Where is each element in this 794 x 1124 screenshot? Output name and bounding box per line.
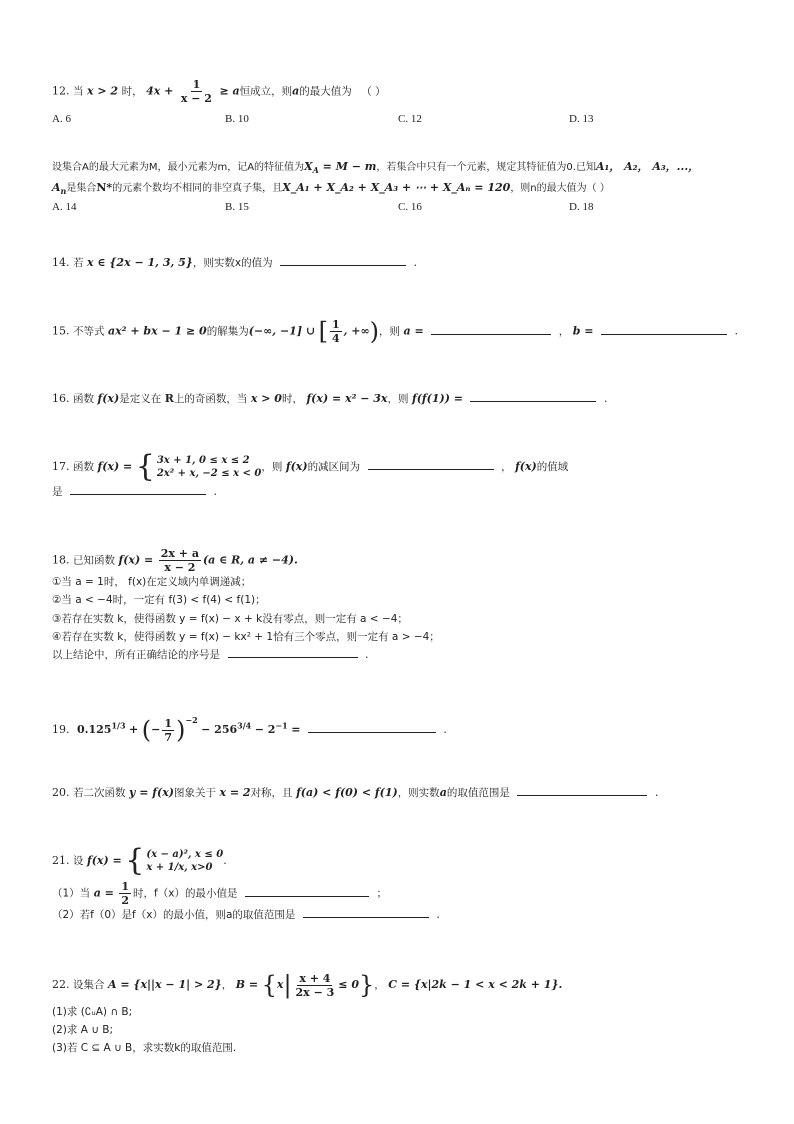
q21-stem: 21. 设 f(x) = { (x − a)², x ≤ 0 x + 1/x, x>0 . xyxy=(52,843,227,878)
q19-answer-blank[interactable] xyxy=(308,722,436,733)
q18-tail: 以上结论中，所有正确结论的序号是 . xyxy=(52,648,369,661)
q12-number: 12. xyxy=(52,84,70,98)
q21-piecewise: { (x − a)², x ≤ 0 x + 1/x, x>0 xyxy=(125,843,224,878)
q22-part-1: (1)求 (∁ᵤA) ∩ B; xyxy=(52,1006,133,1018)
q12-fraction: $\frac{1}{x - 2}$ xyxy=(180,78,212,105)
q22-part-3: (3)若 C ⊆ A ∪ B，求实数k的取值范围. xyxy=(52,1042,237,1054)
q15-stem: 15. 不等式 ax² + bx − 1 ≥ 0的解集为(−∞, −1] ∪ [ $\frac{1}{4}$ , +∞)，则 a = ， b = . xyxy=(52,317,738,346)
q15-fraction: $\frac{1}{4}$ xyxy=(331,318,340,345)
q17-stem: 17. 函数 f(x) = { 3x + 1, 0 ≤ x ≤ 2 2x² + x, −2 ≤ x < 0 ，则 f(x)的减区间为 ， f(x)的值域 xyxy=(52,449,569,484)
q17-stem-line2: 是 . xyxy=(52,485,217,498)
q18-item-2: ②当 a < −4时，一定有 f(3) < f(4) < f(1)； xyxy=(52,594,266,606)
q15-b-blank[interactable] xyxy=(601,324,727,335)
q13-choice-d[interactable]: D. 18 xyxy=(569,201,594,213)
q13-choice-c[interactable]: C. 16 xyxy=(398,201,422,213)
q21-part1-blank[interactable] xyxy=(245,886,369,897)
q21-part-2: （2）若f（0）是f（x）的最小值，则a的取值范围是 . xyxy=(52,908,440,921)
q18-fraction: $\frac{2x + a}{x - 2}$ xyxy=(160,547,199,574)
q13-stem-line2: $A_n$是集合N*的元素个数均不相同的非空真子集，且X_A₁ + X_A₂ + X_A₃ + ⋯ + X_Aₙ = 120，则n的最大值为（ ） xyxy=(52,181,610,197)
q12-answer-paren[interactable]: （ ） xyxy=(361,85,386,98)
q18-item-1: ①当 a = 1时， f(x)在定义域内单调递减； xyxy=(52,576,252,588)
q13-choice-b[interactable]: B. 15 xyxy=(225,201,249,213)
q17-range-blank[interactable] xyxy=(70,484,206,495)
q19-fraction: $\frac{1}{7}$ xyxy=(164,716,172,744)
q13-stem-line1: 设集合A的最大元素为M，最小元素为m，记A的特征值为$X_A = M - m$，若集合中只有一个元素，规定其特征值为0.已知A₁， A₂， A₃，...， xyxy=(52,160,700,176)
q12-choice-d[interactable]: D. 13 xyxy=(569,113,594,125)
q18-item-3: ③若存在实数 k，使得函数 y = f(x) − x + k没有零点，则一定有 a < −4； xyxy=(52,613,408,625)
q16-answer-blank[interactable] xyxy=(470,391,596,402)
q18-answer-blank[interactable] xyxy=(228,647,358,658)
q17-piecewise: { 3x + 1, 0 ≤ x ≤ 2 2x² + x, −2 ≤ x < 0 xyxy=(135,449,262,484)
q18-item-4: ④若存在实数 k，使得函数 y = f(x) − kx² + 1恰有三个零点，则一定有 a > −4； xyxy=(52,631,440,643)
q14-stem: 14. 若 x ∈ {2x − 1, 3, 5}，则实数x的值为 . xyxy=(52,256,418,269)
q15-a-blank[interactable] xyxy=(431,324,551,335)
q21-part2-blank[interactable] xyxy=(303,907,429,918)
q12-choice-b[interactable]: B. 10 xyxy=(225,113,249,125)
q12-choice-a[interactable]: A. 6 xyxy=(52,113,71,125)
q20-stem: 20. 若二次函数 y = f(x)图象关于 x = 2对称，且 f(a) < f(0) < f(1)，则实数a的取值范围是 . xyxy=(52,786,659,799)
q22-part-2: (2)求 A ∪ B; xyxy=(52,1024,113,1036)
q22-fraction: $\frac{x + 4}{2x - 3}$ xyxy=(295,971,335,999)
q16-stem: 16. 函数 f(x)是定义在 R上的奇函数，当 x > 0时， f(x) = x² − 3x，则 f(f(1)) = . xyxy=(52,392,608,405)
q21-fraction: $\frac{1}{2}$ xyxy=(121,880,130,907)
q13-choice-a[interactable]: A. 14 xyxy=(52,201,77,213)
q21-part-1: （1）当 a = $\frac{1}{2}$ 时，f（x）的最小值是 ； xyxy=(52,880,387,907)
q19-stem: 19. $0.125^{1/3}$ + (− $\frac{1}{7}$ )$^{-2} - 256^{3/4} - 2^{-1}$ = . xyxy=(52,715,447,744)
q17-decreasing-blank[interactable] xyxy=(368,459,494,470)
q14-answer-blank[interactable] xyxy=(280,255,406,266)
q22-stem: 22. 设集合 A = {x||x − 1| > 2}， B = {x| $\frac{x + 4}{2x - 3}$ ≤ 0}， C = {x|2k − 1 < x < 2k + 1}. xyxy=(52,971,563,999)
q12-stem: 12. 当 x > 2 时， 4x + $\frac{1}{x - 2}$ ≥ a恒成立，则a的最大值为 （ ） xyxy=(52,78,386,105)
q18-stem: 18. 已知函数 f(x) = $\frac{2x + a}{x - 2}$ (a ∈ R, a ≠ −4). xyxy=(52,547,298,574)
q20-answer-blank[interactable] xyxy=(517,785,647,796)
q12-choice-c[interactable]: C. 12 xyxy=(398,113,422,125)
